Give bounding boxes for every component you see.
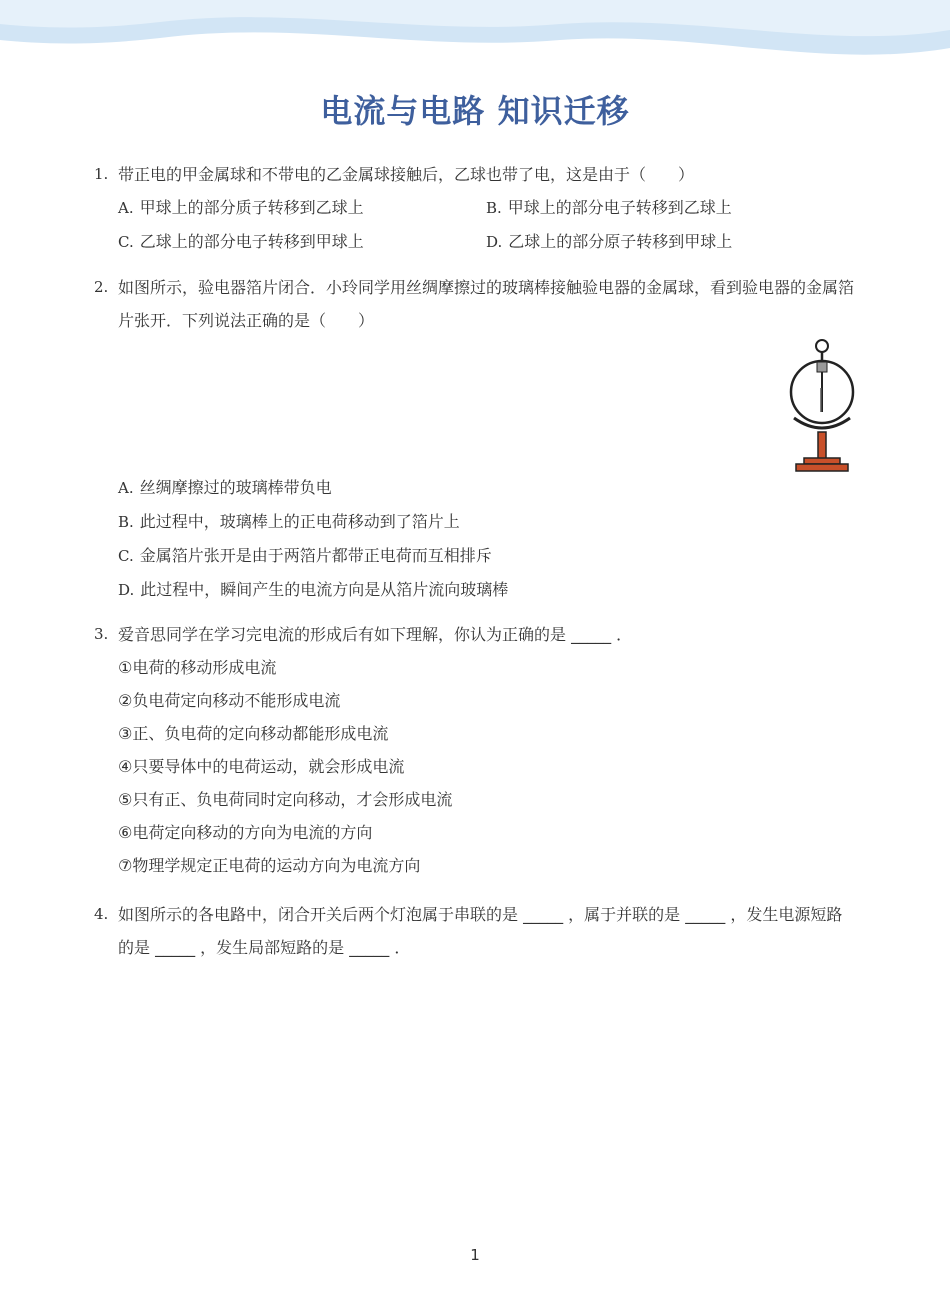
- question-number: 1.: [94, 165, 109, 183]
- question-4: [94, 898, 854, 964]
- statement-item: ②负电荷定向移动不能形成电流: [118, 691, 341, 710]
- page-title: 电流与电路 知识迁移: [320, 92, 630, 130]
- statement-item: ⑥电荷定向移动的方向为电流的方向: [118, 823, 373, 842]
- question-number: 3.: [94, 625, 109, 643]
- option-c: C. 乙球上的部分电子转移到甲球上: [118, 232, 364, 251]
- electroscope-figure: [784, 336, 860, 476]
- question-text: 如图所示，验电器箔片闭合．小玲同学用丝绸摩擦过的玻璃棒接触验电器的金属球，看到验电器的金属箔片张开．下列说法正确的是（ ）: [118, 278, 855, 330]
- statement-item: ④只要导体中的电荷运动，就会形成电流: [118, 757, 405, 776]
- option-a: A. 甲球上的部分质子转移到乙球上: [118, 198, 364, 217]
- question-number: 2.: [94, 278, 109, 296]
- options-grid: [94, 191, 854, 259]
- statement-item: ①电荷的移动形成电流: [118, 658, 277, 677]
- option-d: D. 乙球上的部分原子转移到甲球上: [486, 232, 733, 251]
- question-1: [94, 158, 854, 259]
- question-text: 带正电的甲金属球和不带电的乙金属球接触后，乙球也带了电，这是由于（ ）: [118, 165, 695, 184]
- page-number: 1: [470, 1246, 480, 1264]
- question-number: 4.: [94, 905, 109, 923]
- question-3: [94, 618, 854, 882]
- option-a: A. 丝绸摩擦过的玻璃棒带负电: [118, 478, 332, 497]
- option-b: B. 甲球上的部分电子转移到乙球上: [486, 198, 732, 217]
- question-2-options: [94, 471, 854, 607]
- option-b: B. 此过程中，玻璃棒上的正电荷移动到了箔片上: [118, 512, 460, 531]
- question-2: [94, 271, 854, 337]
- question-text: 爱音思同学在学习完电流的形成后有如下理解，你认为正确的是 _____ ．: [118, 625, 633, 644]
- header-wave-decoration: [0, 0, 950, 70]
- option-c: C. 金属箔片张开是由于两箔片都带正电荷而互相排斥: [118, 546, 492, 565]
- option-d: D. 此过程中，瞬间产生的电流方向是从箔片流向玻璃棒: [118, 580, 509, 599]
- statement-item: ③正、负电荷的定向移动都能形成电流: [118, 724, 389, 743]
- statement-item: ⑤只有正、负电荷同时定向移动，才会形成电流: [118, 790, 453, 809]
- statement-item: ⑦物理学规定正电荷的运动方向为电流方向: [118, 856, 421, 875]
- question-text: 如图所示的各电路中，闭合开关后两个灯泡属于串联的是 _____ ，属于并联的是 _____ ，发生电源短路的是 _____ ，发生局部短路的是 _____ ．: [118, 905, 843, 957]
